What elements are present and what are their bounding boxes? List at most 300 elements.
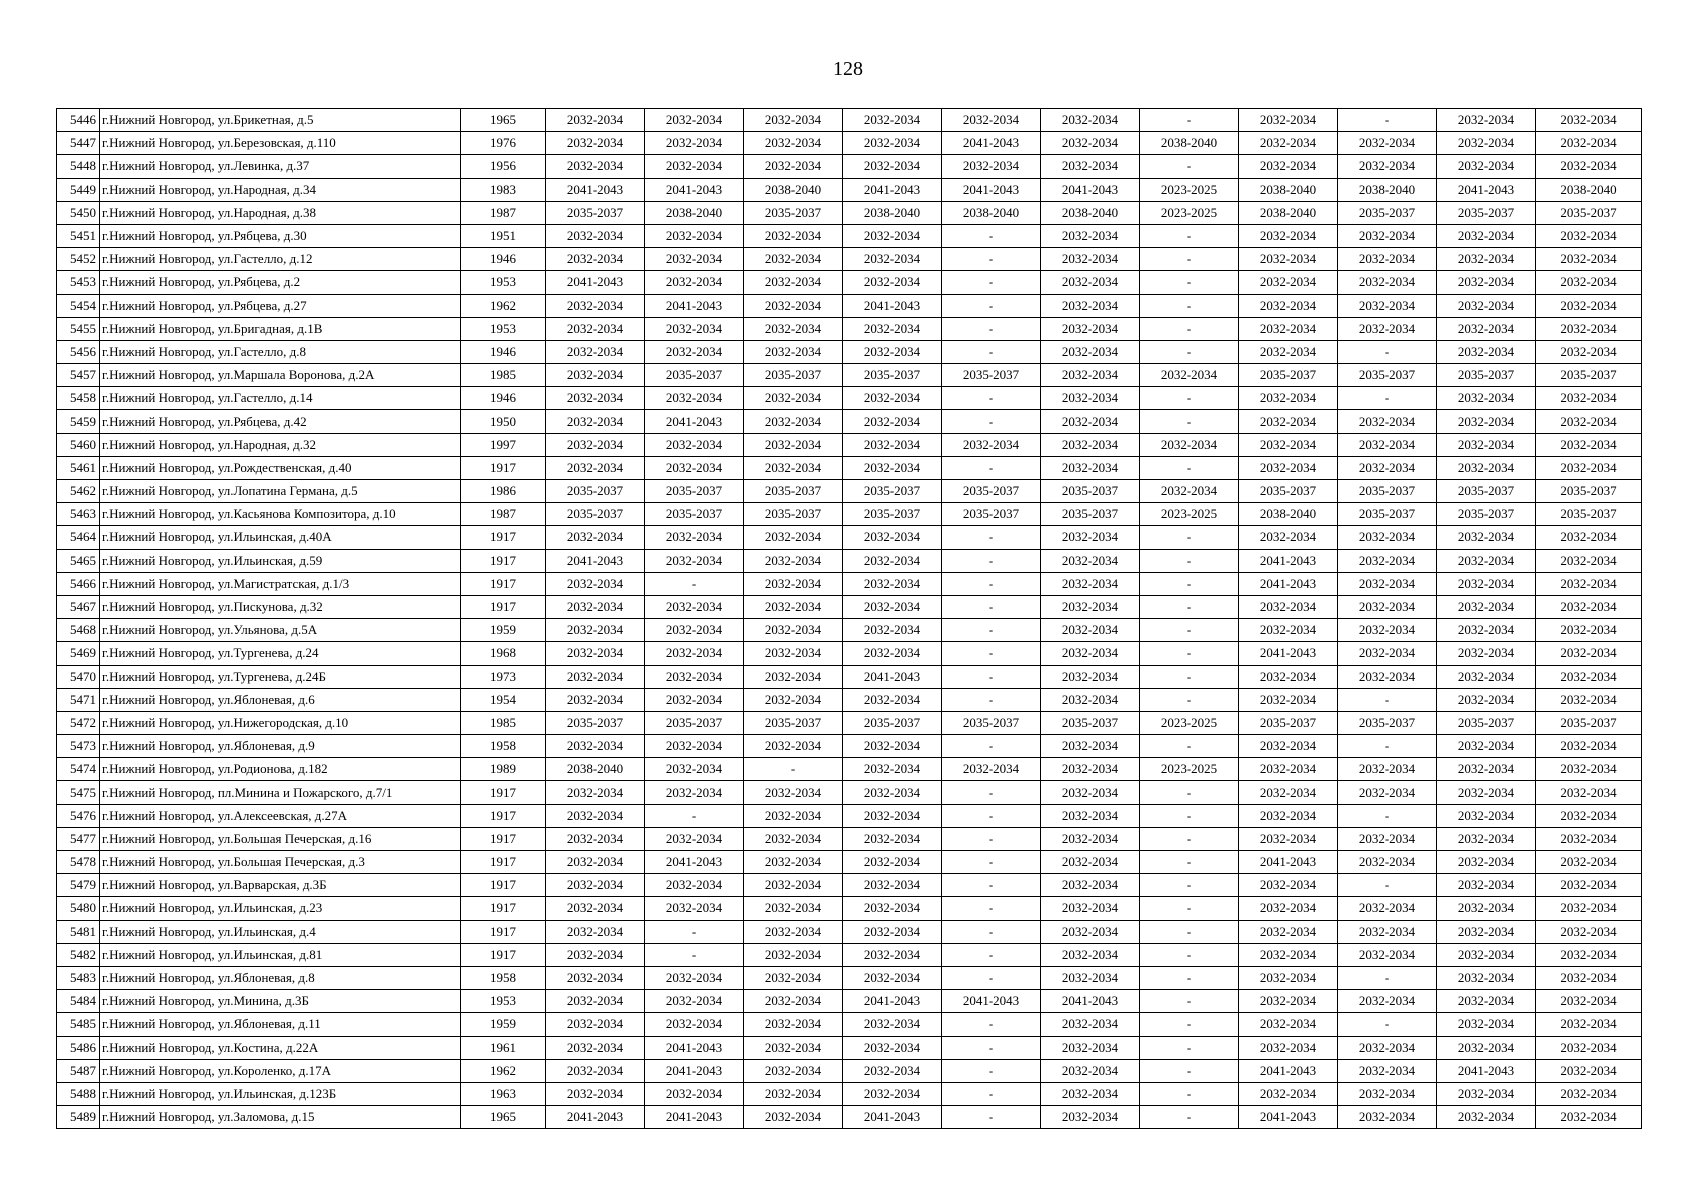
period-cell: 2032-2034: [744, 595, 843, 618]
period-cell: -: [942, 1106, 1041, 1129]
period-cell: -: [1140, 1059, 1239, 1082]
period-cell: 2032-2034: [843, 804, 942, 827]
period-cell: -: [1140, 897, 1239, 920]
row-number-cell: 5454: [57, 294, 100, 317]
period-cell: 2032-2034: [1536, 1106, 1642, 1129]
year-cell: 1987: [461, 201, 546, 224]
period-cell: 2032-2034: [1338, 1059, 1437, 1082]
period-cell: 2032-2034: [843, 271, 942, 294]
period-cell: -: [1338, 735, 1437, 758]
period-cell: 2041-2043: [645, 410, 744, 433]
period-cell: 2032-2034: [1041, 572, 1140, 595]
period-cell: 2032-2034: [1437, 155, 1536, 178]
table-row: [57, 109, 1642, 132]
row-number-cell: 5473: [57, 735, 100, 758]
period-cell: 2035-2037: [1536, 711, 1642, 734]
period-cell: 2032-2034: [1338, 897, 1437, 920]
address-cell: г.Нижний Новгород, ул.Короленко, д.17А: [100, 1059, 461, 1082]
period-cell: 2041-2043: [942, 178, 1041, 201]
period-cell: -: [1140, 1106, 1239, 1129]
year-cell: 1917: [461, 897, 546, 920]
period-cell: 2032-2034: [645, 549, 744, 572]
period-cell: 2032-2034: [546, 109, 645, 132]
period-cell: 2041-2043: [1041, 990, 1140, 1013]
period-cell: 2032-2034: [1338, 827, 1437, 850]
address-cell: г.Нижний Новгород, ул.Гастелло, д.12: [100, 248, 461, 271]
address-cell: г.Нижний Новгород, ул.Бригадная, д.1В: [100, 317, 461, 340]
period-cell: -: [1338, 966, 1437, 989]
period-cell: 2032-2034: [645, 781, 744, 804]
period-cell: -: [942, 665, 1041, 688]
period-cell: 2032-2034: [843, 572, 942, 595]
period-cell: 2032-2034: [744, 572, 843, 595]
page-number: 128: [833, 58, 863, 80]
period-cell: 2032-2034: [1437, 549, 1536, 572]
period-cell: 2032-2034: [1041, 851, 1140, 874]
period-cell: 2032-2034: [645, 224, 744, 247]
period-cell: -: [942, 572, 1041, 595]
period-cell: 2035-2037: [546, 480, 645, 503]
period-cell: 2032-2034: [546, 781, 645, 804]
period-cell: 2032-2034: [744, 851, 843, 874]
row-number-cell: 5481: [57, 920, 100, 943]
period-cell: 2032-2034: [1041, 966, 1140, 989]
period-cell: -: [1140, 317, 1239, 340]
period-cell: 2032-2034: [744, 155, 843, 178]
period-cell: 2032-2034: [1437, 294, 1536, 317]
table-row: [57, 224, 1642, 247]
period-cell: -: [942, 735, 1041, 758]
period-cell: 2035-2037: [1536, 364, 1642, 387]
row-number-cell: 5463: [57, 503, 100, 526]
table-row: [57, 1106, 1642, 1129]
period-cell: 2032-2034: [744, 966, 843, 989]
period-cell: 2032-2034: [1536, 248, 1642, 271]
address-cell: г.Нижний Новгород, ул.Ильинская, д.23: [100, 897, 461, 920]
period-cell: 2038-2040: [1041, 201, 1140, 224]
period-cell: 2032-2034: [1041, 827, 1140, 850]
period-cell: 2032-2034: [1338, 271, 1437, 294]
address-cell: г.Нижний Новгород, ул.Ильинская, д.81: [100, 943, 461, 966]
table-row: [57, 711, 1642, 734]
period-cell: 2038-2040: [645, 201, 744, 224]
period-cell: 2035-2037: [1239, 711, 1338, 734]
period-cell: -: [1140, 224, 1239, 247]
period-cell: 2032-2034: [546, 619, 645, 642]
address-cell: г.Нижний Новгород, ул.Тургенева, д.24: [100, 642, 461, 665]
period-cell: 2035-2037: [1536, 201, 1642, 224]
period-cell: -: [1140, 387, 1239, 410]
period-cell: 2035-2037: [546, 711, 645, 734]
period-cell: 2032-2034: [645, 271, 744, 294]
period-cell: -: [1338, 109, 1437, 132]
period-cell: 2032-2034: [1536, 966, 1642, 989]
period-cell: 2041-2043: [645, 1059, 744, 1082]
period-cell: 2035-2037: [1041, 503, 1140, 526]
row-number-cell: 5448: [57, 155, 100, 178]
period-cell: 2032-2034: [1437, 572, 1536, 595]
period-cell: 2032-2034: [645, 248, 744, 271]
year-cell: 1989: [461, 758, 546, 781]
year-cell: 1958: [461, 735, 546, 758]
year-cell: 1917: [461, 549, 546, 572]
period-cell: 2032-2034: [1536, 943, 1642, 966]
address-cell: г.Нижний Новгород, ул.Народная, д.34: [100, 178, 461, 201]
table-row: [57, 943, 1642, 966]
period-cell: 2032-2034: [1536, 595, 1642, 618]
year-cell: 1965: [461, 1106, 546, 1129]
period-cell: -: [645, 920, 744, 943]
address-cell: г.Нижний Новгород, ул.Пискунова, д.32: [100, 595, 461, 618]
period-cell: 2032-2034: [546, 317, 645, 340]
period-cell: 2032-2034: [1239, 1082, 1338, 1105]
period-cell: 2041-2043: [1239, 572, 1338, 595]
period-cell: -: [1140, 920, 1239, 943]
period-cell: -: [1140, 1036, 1239, 1059]
period-cell: 2032-2034: [1041, 387, 1140, 410]
period-cell: 2023-2025: [1140, 711, 1239, 734]
period-cell: -: [942, 387, 1041, 410]
table-row: [57, 340, 1642, 363]
period-cell: 2032-2034: [1338, 224, 1437, 247]
table-row: [57, 526, 1642, 549]
period-cell: 2032-2034: [1239, 526, 1338, 549]
period-cell: 2035-2037: [1239, 364, 1338, 387]
period-cell: 2035-2037: [1338, 503, 1437, 526]
table-row: [57, 920, 1642, 943]
period-cell: 2032-2034: [1041, 874, 1140, 897]
period-cell: 2032-2034: [843, 735, 942, 758]
period-cell: 2035-2037: [843, 364, 942, 387]
period-cell: 2032-2034: [942, 155, 1041, 178]
row-number-cell: 5484: [57, 990, 100, 1013]
period-cell: 2032-2034: [744, 456, 843, 479]
period-cell: 2035-2037: [645, 711, 744, 734]
period-cell: 2032-2034: [1437, 851, 1536, 874]
row-number-cell: 5469: [57, 642, 100, 665]
period-cell: -: [942, 456, 1041, 479]
period-cell: 2032-2034: [1437, 595, 1536, 618]
period-cell: 2032-2034: [1239, 248, 1338, 271]
period-cell: 2035-2037: [645, 364, 744, 387]
period-cell: 2032-2034: [1536, 155, 1642, 178]
row-number-cell: 5480: [57, 897, 100, 920]
address-cell: г.Нижний Новгород, ул.Касьянова Композитора, д.10: [100, 503, 461, 526]
period-cell: -: [942, 1059, 1041, 1082]
period-cell: 2032-2034: [645, 1013, 744, 1036]
period-cell: -: [942, 966, 1041, 989]
period-cell: 2032-2034: [1041, 735, 1140, 758]
table-row: [57, 1036, 1642, 1059]
period-cell: 2041-2043: [843, 178, 942, 201]
year-cell: 1917: [461, 943, 546, 966]
period-cell: 2032-2034: [744, 781, 843, 804]
table-row: [57, 271, 1642, 294]
period-cell: 2041-2043: [546, 178, 645, 201]
period-cell: -: [1140, 1013, 1239, 1036]
period-cell: -: [942, 271, 1041, 294]
year-cell: 1917: [461, 874, 546, 897]
address-cell: г.Нижний Новгород, ул.Ильинская, д.4: [100, 920, 461, 943]
year-cell: 1976: [461, 132, 546, 155]
period-cell: 2032-2034: [546, 155, 645, 178]
table-row: [57, 248, 1642, 271]
table-row: [57, 758, 1642, 781]
table-row: [57, 456, 1642, 479]
period-cell: 2032-2034: [843, 642, 942, 665]
period-cell: 2032-2034: [1239, 1013, 1338, 1036]
period-cell: -: [1338, 387, 1437, 410]
row-number-cell: 5461: [57, 456, 100, 479]
period-cell: 2032-2034: [744, 1036, 843, 1059]
period-cell: 2035-2037: [1536, 503, 1642, 526]
period-cell: 2032-2034: [645, 595, 744, 618]
period-cell: 2032-2034: [1239, 966, 1338, 989]
period-cell: 2038-2040: [942, 201, 1041, 224]
period-cell: 2035-2037: [843, 480, 942, 503]
table-row: [57, 1013, 1642, 1036]
period-cell: 2041-2043: [843, 1106, 942, 1129]
period-cell: 2032-2034: [546, 387, 645, 410]
period-cell: 2032-2034: [1437, 410, 1536, 433]
period-cell: 2032-2034: [1437, 897, 1536, 920]
period-cell: 2032-2034: [546, 874, 645, 897]
period-cell: 2035-2037: [1338, 711, 1437, 734]
year-cell: 1956: [461, 155, 546, 178]
period-cell: -: [942, 248, 1041, 271]
period-cell: 2032-2034: [1239, 109, 1338, 132]
period-cell: 2041-2043: [942, 132, 1041, 155]
period-cell: 2032-2034: [843, 851, 942, 874]
period-cell: 2032-2034: [546, 572, 645, 595]
period-cell: -: [1140, 410, 1239, 433]
table-row: [57, 178, 1642, 201]
year-cell: 1917: [461, 851, 546, 874]
period-cell: 2032-2034: [843, 897, 942, 920]
address-cell: г.Нижний Новгород, ул.Родионова, д.182: [100, 758, 461, 781]
period-cell: -: [744, 758, 843, 781]
period-cell: -: [942, 827, 1041, 850]
period-cell: 2035-2037: [744, 364, 843, 387]
period-cell: 2032-2034: [1437, 827, 1536, 850]
period-cell: -: [942, 549, 1041, 572]
period-cell: 2032-2034: [1239, 688, 1338, 711]
period-cell: 2032-2034: [1338, 1106, 1437, 1129]
period-cell: 2032-2034: [1338, 410, 1437, 433]
period-cell: 2032-2034: [1041, 619, 1140, 642]
period-cell: 2032-2034: [744, 294, 843, 317]
period-cell: 2032-2034: [744, 642, 843, 665]
year-cell: 1997: [461, 433, 546, 456]
period-cell: 2032-2034: [1536, 410, 1642, 433]
period-cell: 2038-2040: [1140, 132, 1239, 155]
period-cell: 2032-2034: [645, 132, 744, 155]
row-number-cell: 5477: [57, 827, 100, 850]
period-cell: 2032-2034: [1437, 1106, 1536, 1129]
period-cell: -: [1140, 248, 1239, 271]
period-cell: 2032-2034: [1041, 1036, 1140, 1059]
year-cell: 1959: [461, 1013, 546, 1036]
period-cell: 2041-2043: [1239, 1059, 1338, 1082]
period-cell: 2032-2034: [645, 735, 744, 758]
period-cell: 2032-2034: [1041, 433, 1140, 456]
period-cell: 2032-2034: [1536, 572, 1642, 595]
period-cell: 2032-2034: [1536, 665, 1642, 688]
period-cell: 2032-2034: [1338, 317, 1437, 340]
period-cell: 2032-2034: [1041, 804, 1140, 827]
period-cell: 2032-2034: [843, 781, 942, 804]
period-cell: 2035-2037: [744, 711, 843, 734]
period-cell: 2041-2043: [546, 549, 645, 572]
period-cell: 2032-2034: [1140, 480, 1239, 503]
period-cell: 2032-2034: [546, 665, 645, 688]
row-number-cell: 5483: [57, 966, 100, 989]
period-cell: -: [1140, 109, 1239, 132]
year-cell: 1962: [461, 1059, 546, 1082]
period-cell: 2035-2037: [942, 503, 1041, 526]
period-cell: 2032-2034: [1239, 735, 1338, 758]
row-number-cell: 5489: [57, 1106, 100, 1129]
period-cell: -: [1140, 619, 1239, 642]
year-cell: 1973: [461, 665, 546, 688]
row-number-cell: 5449: [57, 178, 100, 201]
row-number-cell: 5475: [57, 781, 100, 804]
period-cell: 2038-2040: [744, 178, 843, 201]
period-cell: -: [645, 572, 744, 595]
period-cell: 2032-2034: [1437, 109, 1536, 132]
period-cell: 2032-2034: [1338, 781, 1437, 804]
period-cell: 2032-2034: [744, 619, 843, 642]
period-cell: 2038-2040: [1536, 178, 1642, 201]
period-cell: 2032-2034: [1239, 456, 1338, 479]
period-cell: -: [942, 781, 1041, 804]
row-number-cell: 5466: [57, 572, 100, 595]
period-cell: 2032-2034: [744, 665, 843, 688]
period-cell: 2032-2034: [1239, 619, 1338, 642]
address-cell: г.Нижний Новгород, ул.Яблоневая, д.6: [100, 688, 461, 711]
year-cell: 1917: [461, 920, 546, 943]
year-cell: 1986: [461, 480, 546, 503]
period-cell: 2032-2034: [1338, 943, 1437, 966]
period-cell: 2032-2034: [546, 248, 645, 271]
period-cell: 2032-2034: [1239, 155, 1338, 178]
period-cell: 2038-2040: [1338, 178, 1437, 201]
period-cell: 2032-2034: [645, 433, 744, 456]
period-cell: 2032-2034: [1536, 294, 1642, 317]
period-cell: 2032-2034: [744, 248, 843, 271]
period-cell: 2032-2034: [843, 1059, 942, 1082]
period-cell: -: [1140, 804, 1239, 827]
table-row: [57, 294, 1642, 317]
period-cell: 2035-2037: [1437, 711, 1536, 734]
period-cell: 2035-2037: [843, 711, 942, 734]
period-cell: 2032-2034: [1239, 758, 1338, 781]
table-row: [57, 804, 1642, 827]
table-row: [57, 549, 1642, 572]
period-cell: 2032-2034: [1239, 1036, 1338, 1059]
period-cell: 2032-2034: [1041, 595, 1140, 618]
period-cell: 2032-2034: [1536, 735, 1642, 758]
period-cell: 2035-2037: [1437, 503, 1536, 526]
table-row: [57, 619, 1642, 642]
period-cell: 2032-2034: [1437, 943, 1536, 966]
address-cell: г.Нижний Новгород, ул.Большая Печерская, д.3: [100, 851, 461, 874]
period-cell: 2035-2037: [1239, 480, 1338, 503]
table-row: [57, 897, 1642, 920]
period-cell: 2032-2034: [1536, 688, 1642, 711]
period-cell: 2032-2034: [1536, 1059, 1642, 1082]
period-cell: 2032-2034: [1239, 294, 1338, 317]
period-cell: 2032-2034: [843, 619, 942, 642]
period-cell: 2032-2034: [942, 109, 1041, 132]
period-cell: 2032-2034: [645, 317, 744, 340]
period-cell: 2032-2034: [1338, 595, 1437, 618]
period-cell: 2032-2034: [546, 1059, 645, 1082]
period-cell: 2032-2034: [1536, 387, 1642, 410]
row-number-cell: 5470: [57, 665, 100, 688]
period-cell: 2032-2034: [1041, 1013, 1140, 1036]
period-cell: 2032-2034: [1437, 804, 1536, 827]
period-cell: 2032-2034: [1437, 132, 1536, 155]
period-cell: 2038-2040: [843, 201, 942, 224]
period-cell: 2032-2034: [1437, 665, 1536, 688]
row-number-cell: 5474: [57, 758, 100, 781]
period-cell: -: [1140, 688, 1239, 711]
period-cell: -: [942, 943, 1041, 966]
period-cell: 2032-2034: [1239, 943, 1338, 966]
period-cell: 2032-2034: [1239, 224, 1338, 247]
period-cell: -: [942, 897, 1041, 920]
period-cell: 2032-2034: [1041, 1059, 1140, 1082]
period-cell: 2032-2034: [1041, 109, 1140, 132]
period-cell: 2032-2034: [1437, 874, 1536, 897]
period-cell: 2032-2034: [1041, 642, 1140, 665]
housing-repair-schedule-table: [56, 108, 1642, 1129]
period-cell: 2032-2034: [1338, 619, 1437, 642]
period-cell: 2032-2034: [546, 897, 645, 920]
period-cell: -: [1140, 990, 1239, 1013]
period-cell: 2041-2043: [645, 851, 744, 874]
period-cell: 2032-2034: [843, 1013, 942, 1036]
period-cell: 2032-2034: [1437, 619, 1536, 642]
period-cell: 2041-2043: [645, 1106, 744, 1129]
period-cell: 2032-2034: [1041, 364, 1140, 387]
period-cell: 2032-2034: [744, 943, 843, 966]
period-cell: 2032-2034: [1437, 271, 1536, 294]
period-cell: 2035-2037: [546, 201, 645, 224]
period-cell: 2035-2037: [546, 503, 645, 526]
period-cell: 2032-2034: [1041, 897, 1140, 920]
period-cell: 2032-2034: [1536, 851, 1642, 874]
period-cell: 2032-2034: [1338, 851, 1437, 874]
period-cell: 2032-2034: [645, 109, 744, 132]
year-cell: 1985: [461, 364, 546, 387]
period-cell: 2032-2034: [942, 433, 1041, 456]
period-cell: 2032-2034: [942, 758, 1041, 781]
period-cell: 2035-2037: [1437, 480, 1536, 503]
year-cell: 1946: [461, 340, 546, 363]
year-cell: 1917: [461, 595, 546, 618]
period-cell: 2032-2034: [1536, 132, 1642, 155]
period-cell: 2032-2034: [843, 526, 942, 549]
year-cell: 1946: [461, 387, 546, 410]
address-cell: г.Нижний Новгород, ул.Ильинская, д.123Б: [100, 1082, 461, 1105]
period-cell: 2032-2034: [1239, 897, 1338, 920]
table-body: [57, 109, 1642, 1129]
period-cell: 2035-2037: [942, 711, 1041, 734]
period-cell: 2032-2034: [1437, 688, 1536, 711]
period-cell: 2032-2034: [744, 1013, 843, 1036]
